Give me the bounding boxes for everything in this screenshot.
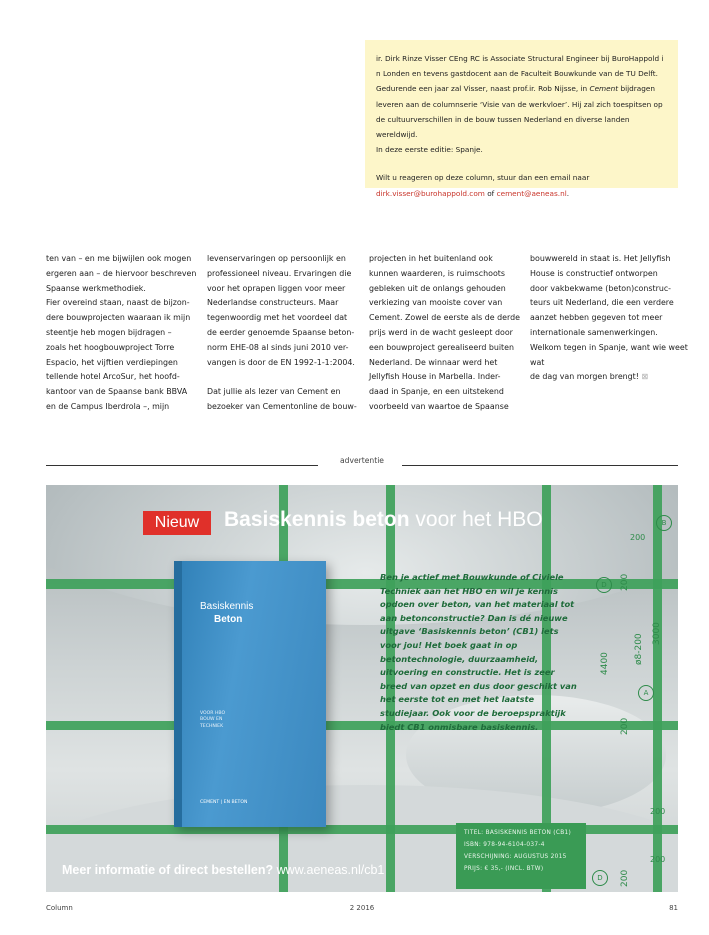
grid-marker: B bbox=[656, 515, 672, 531]
dimension-label: 200 bbox=[650, 807, 666, 816]
text-line: Fier overeind staan, naast de bijzon- bbox=[46, 298, 190, 308]
text-line: Nederlandse constructeurs. Maar bbox=[207, 298, 339, 308]
text-line: House is constructief ontworpen bbox=[530, 268, 658, 278]
text-line: ten van – en me bijwijlen ook mogen bbox=[46, 254, 192, 263]
text-line: daad in Spanje, en een uitstekend bbox=[369, 387, 504, 397]
text-line: een bouwproject gerealiseerd buiten bbox=[369, 342, 515, 352]
info-line: PRIJS: € 35,- (INCL. BTW) bbox=[464, 866, 544, 872]
text-line: door vakbekwame (beton)construc- bbox=[530, 283, 672, 293]
text-line: Jellyfish House in Marbella. Inder- bbox=[369, 372, 501, 382]
text-column-3 bbox=[369, 252, 529, 415]
bio-line: leveren aan de columnserie ‘Visie van de werkvloer’. Hij zal zich toespitsen op bbox=[376, 99, 663, 109]
order-call-to-action[interactable]: Meer informatie of direct bestellen? www.aeneas.nl/cb1 bbox=[62, 863, 385, 877]
text-line: tellende hotel ArcoSur, het hoofd- bbox=[46, 372, 180, 382]
grid-marker: D bbox=[596, 577, 612, 593]
advertisement[interactable] bbox=[46, 485, 678, 892]
photo-ceiling bbox=[46, 485, 678, 625]
text-line: vangen is door de EN 1992-1-1:2004. bbox=[207, 357, 355, 367]
section-name: Column bbox=[46, 904, 73, 912]
text-line: bouwwereld in staat is. Het Jellyfish bbox=[530, 254, 671, 263]
text-line: kunnen waarderen, is ruimschoots bbox=[369, 268, 505, 278]
dimension-label: 200 bbox=[620, 869, 630, 887]
dimension-label: 200 bbox=[650, 855, 666, 864]
ad-headline: Basiskennis beton voor het HBO bbox=[224, 508, 543, 531]
text-column-2 bbox=[207, 252, 367, 415]
bio-line: ir. Dirk Rinze Visser CEng RC is Associate Structural Engineer bij BuroHappold i bbox=[376, 54, 664, 63]
text-line: steentje heb mogen bijdragen – bbox=[46, 327, 172, 337]
order-url-link[interactable]: www.aeneas.nl/cb1 bbox=[273, 863, 385, 877]
email-line: dirk.visser@burohappold.com of cement@aeneas.nl. bbox=[376, 188, 570, 198]
bio-line: In deze eerste editie: Spanje. bbox=[376, 145, 483, 155]
book-title-line2: Beton bbox=[214, 614, 243, 625]
text-line: prijs werd in de wacht gesleept door bbox=[369, 327, 513, 337]
email-link-visser[interactable]: dirk.visser@burohappold.com bbox=[376, 188, 485, 198]
book-subtitle: VOOR HBO BOUW EN TECHNIEK bbox=[200, 711, 226, 729]
issue-number: 2 2016 bbox=[349, 904, 375, 912]
text-line: professioneel niveau. Ervaringen die bbox=[207, 268, 352, 278]
text-line: verkiezing van mooiste cover van bbox=[369, 298, 503, 308]
book-cover bbox=[174, 561, 326, 827]
text-line: de eerder genoemde Spaanse beton- bbox=[207, 327, 355, 337]
react-line: Wilt u reageren op deze column, stuur dan een email naar bbox=[376, 173, 590, 183]
author-bio-box bbox=[365, 40, 678, 198]
text-column-4 bbox=[530, 252, 690, 385]
dimension-label: 4400 bbox=[600, 652, 610, 675]
bio-line: de cultuurverschillen in de bouw tussen Nederland en diverse landen wereldwijd. bbox=[376, 114, 630, 140]
divider-line bbox=[402, 465, 678, 466]
info-line: TITEL: BASISKENNIS BETON (CB1) bbox=[464, 830, 572, 836]
bio-line: n Londen en tevens gastdocent aan de Faculteit Bouwkunde van de TU Delft. bbox=[376, 69, 658, 79]
text-line: en de Campus Iberdrola –, mijn bbox=[46, 401, 170, 411]
text-line: tegenwoordig met het voordeel dat bbox=[207, 313, 348, 323]
info-line: ISBN: 978-94-6104-037-4 bbox=[464, 842, 545, 848]
grid-line bbox=[46, 721, 678, 730]
email-link-cement[interactable]: cement@aeneas.nl bbox=[496, 188, 567, 198]
dimension-label: ø8-200 bbox=[634, 633, 644, 665]
text-line: ergeren aan – de hiervoor beschreven bbox=[46, 268, 197, 278]
text-line: voorbeeld van waartoe de Spaanse bbox=[369, 401, 509, 411]
text-line: Nederland. De winnaar werd het bbox=[369, 357, 498, 367]
text-column-1 bbox=[46, 252, 206, 415]
text-line: dere bouwprojecten waaraan ik mijn bbox=[46, 313, 191, 323]
dimension-label: 200 bbox=[620, 717, 630, 735]
book-title-line1: Basiskennis bbox=[200, 601, 254, 612]
grid-line bbox=[46, 579, 678, 589]
technical-drawing bbox=[586, 515, 678, 885]
page-number: 81 bbox=[669, 904, 678, 912]
dimension-label: 200 bbox=[630, 533, 646, 542]
grid-marker: D bbox=[592, 870, 608, 886]
bio-line: Gedurende een jaar zal Visser, naast prof.ir. Rob Nijsse, in Cement bijdragen bbox=[376, 84, 656, 94]
text-line: Welkom tegen in Spanje, want wie weet wat bbox=[530, 342, 688, 367]
dimension-label: 200 bbox=[620, 573, 630, 591]
grid-marker: A bbox=[638, 685, 654, 701]
page-footer bbox=[46, 904, 678, 912]
text-line: aanzet hebben gegeven tot meer bbox=[530, 313, 663, 323]
text-line: Espacio, het vijftien verdiepingen bbox=[46, 357, 178, 367]
text-line: levenservaringen op persoonlijk en bbox=[207, 254, 346, 263]
book-publisher: CEMENT | EN BETON bbox=[200, 800, 248, 805]
text-line: de dag van morgen brengt! ⊠ bbox=[530, 372, 649, 382]
text-line: norm EHE-08 al sinds juni 2010 ver- bbox=[207, 342, 349, 352]
text-line: Spaanse werkmethodiek. bbox=[46, 283, 146, 293]
dimension-label: 3000 bbox=[652, 622, 662, 645]
text-line: projecten in het buitenland ook bbox=[369, 254, 493, 263]
text-line: Cement. Zowel de eerste als de derde bbox=[369, 313, 521, 323]
divider-line bbox=[46, 465, 318, 466]
book-spine bbox=[174, 561, 182, 827]
advert-label: advertentie bbox=[340, 456, 384, 465]
promo-text: Ben je actief met Bouwkunde of Civiele Techniek aan het HBO en wil je kennis opdoen over beton, van het materiaal tot aan betonconstructie? Dan is dé nieuwe uitgave ‘Basiskennis beton’ (CB1) iets voor jou! Het boek gaat in op betontechnologie, duurzaamheid, uitvoering en constructie. Het is zeer breed van opzet en dus door geschikt van het eerste tot en met het laatste studiejaar. Ook voor de beroepspraktijk biedt CB1 onmisbare basiskennis. bbox=[380, 572, 577, 732]
info-line: VERSCHIJNING: AUGUSTUS 2015 bbox=[464, 854, 567, 860]
text-line: zoals het hoogbouwproject Torre bbox=[46, 342, 175, 352]
text-line: teurs uit Nederland, die een verdere bbox=[530, 298, 674, 308]
text-line: gebleken uit de onlangs gehouden bbox=[369, 283, 506, 293]
text-line: Dat jullie als lezer van Cement en bbox=[207, 387, 341, 397]
advert-divider bbox=[46, 456, 678, 468]
book-info-box bbox=[456, 823, 586, 889]
cement-magazine-name: Cement bbox=[589, 84, 619, 94]
text-line: voor het oprapen liggen voor meer bbox=[207, 283, 346, 293]
text-line: internationale samenwerkingen. bbox=[530, 327, 658, 337]
text-line: kantoor van de Spaanse bank BBVA bbox=[46, 387, 188, 397]
end-mark-icon: ⊠ bbox=[641, 372, 649, 382]
new-badge: Nieuw bbox=[143, 511, 211, 535]
text-line: bezoeker van Cementonline de bouw- bbox=[207, 401, 357, 411]
